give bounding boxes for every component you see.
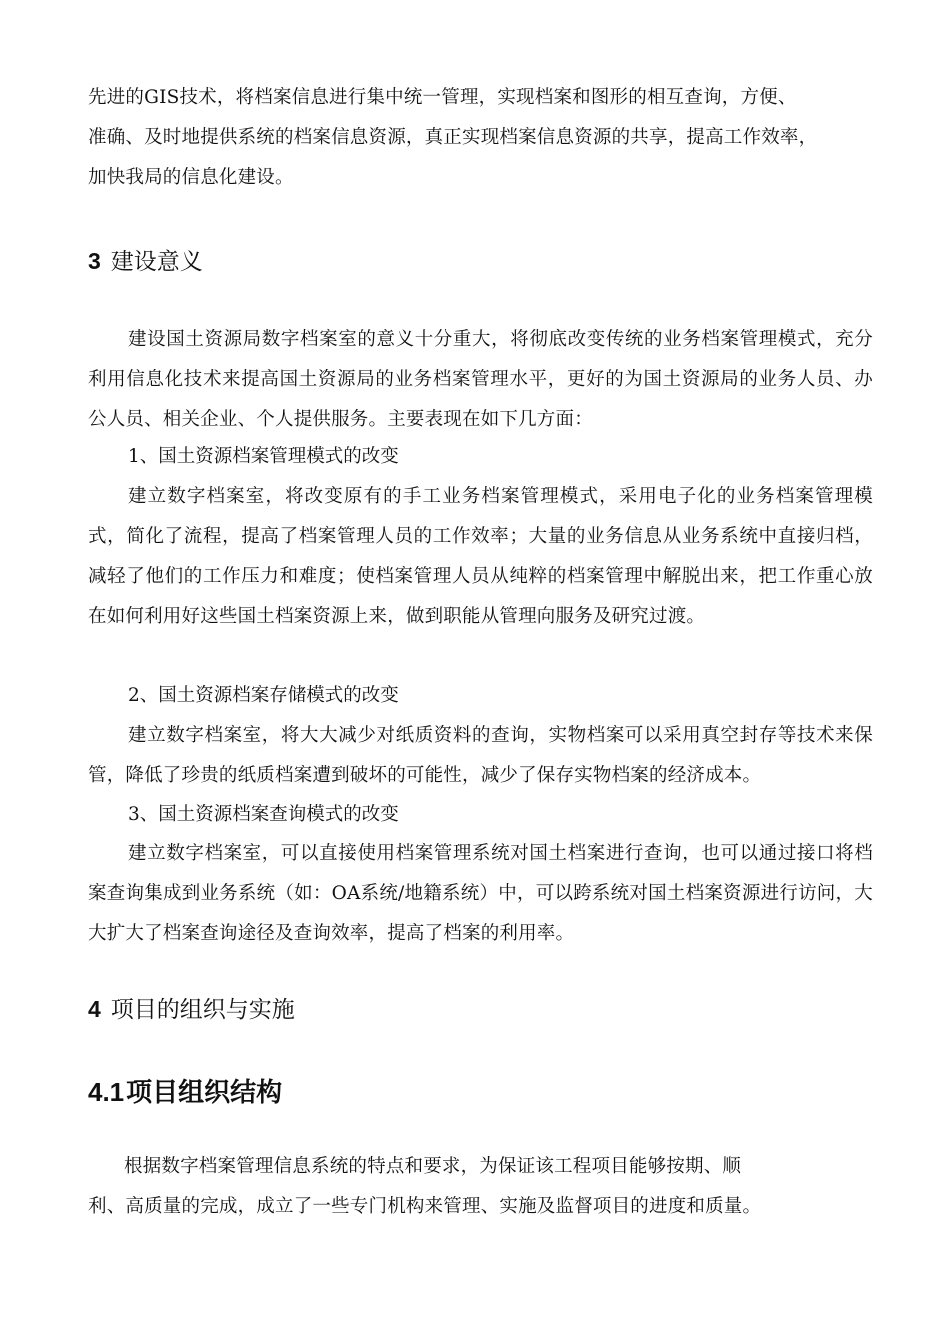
paragraph-line: 利、高质量的完成，成立了一些专门机构来管理、实施及监督项目的进度和质量。 bbox=[88, 1196, 762, 1217]
item-heading-1: 1、国土资源档案管理模式的改变 bbox=[128, 446, 399, 467]
section-title: 项目的组织与实施 bbox=[110, 997, 295, 1023]
section-title: 项目组织结构 bbox=[126, 1078, 283, 1108]
item-heading-2: 2、国土资源档案存储模式的改变 bbox=[128, 685, 399, 706]
paragraph-line: 根据数字档案管理信息系统的特点和要求，为保证该工程项目能够按期、顺 bbox=[124, 1156, 742, 1177]
section-3-lead-paragraph: 建设国土资源局数字档案室的意义十分重大，将彻底改变传统的业务档案管理模式，充分利用信息化技术来提高国土资源局的业务档案管理水平，更好的为国土资源局的业务人员、办公人员、相关企业、个人提供服务。主要表现在如下几方面： bbox=[88, 329, 873, 430]
intro-line: 先进的GIS技术，将档案信息进行集中统一管理，实现档案和图形的相互查询，方便、 bbox=[88, 87, 797, 108]
item-body-2: 建立数字档案室，将大大减少对纸质资料的查询，实物档案可以采用真空封存等技术来保管，降低了珍贵的纸质档案遭到破坏的可能性，减少了保存实物档案的经济成本。 bbox=[88, 725, 873, 786]
intro-line: 准确、及时地提供系统的档案信息资源，真正实现档案信息资源的共享，提高工作效率， bbox=[88, 127, 818, 148]
item-body-3: 建立数字档案室，可以直接使用档案管理系统对国土档案进行查询，也可以通过接口将档案查询集成到业务系统（如：OA系统/地籍系统）中，可以跨系统对国土档案资源进行访问，大大扩大了档案查询途径及查询效率，提高了档案的利用率。 bbox=[88, 843, 873, 944]
section-number: 4.1 bbox=[88, 1077, 125, 1107]
section-title: 建设意义 bbox=[110, 249, 203, 275]
intro-line: 加快我局的信息化建设。 bbox=[88, 167, 294, 188]
section-4-1-paragraph bbox=[88, 1147, 873, 1227]
intro-paragraph bbox=[88, 78, 873, 198]
section-number: 4 bbox=[88, 996, 101, 1022]
item-body-1: 建立数字档案室，将改变原有的手工业务档案管理模式，采用电子化的业务档案管理模式，简化了流程，提高了档案管理人员的工作效率；大量的业务信息从业务系统中直接归档，减轻了他们的工作压力和难度；使档案管理人员从纯粹的档案管理中解脱出来，把工作重心放在如何利用好这些国土档案资源上来，做到职能从管理向服务及研究过渡。 bbox=[88, 486, 873, 627]
section-3-heading bbox=[88, 245, 203, 278]
item-heading-3: 3、国土资源档案查询模式的改变 bbox=[128, 804, 399, 825]
section-4-1-heading bbox=[88, 1075, 282, 1110]
section-4-heading bbox=[88, 993, 295, 1026]
section-number: 3 bbox=[88, 248, 101, 274]
